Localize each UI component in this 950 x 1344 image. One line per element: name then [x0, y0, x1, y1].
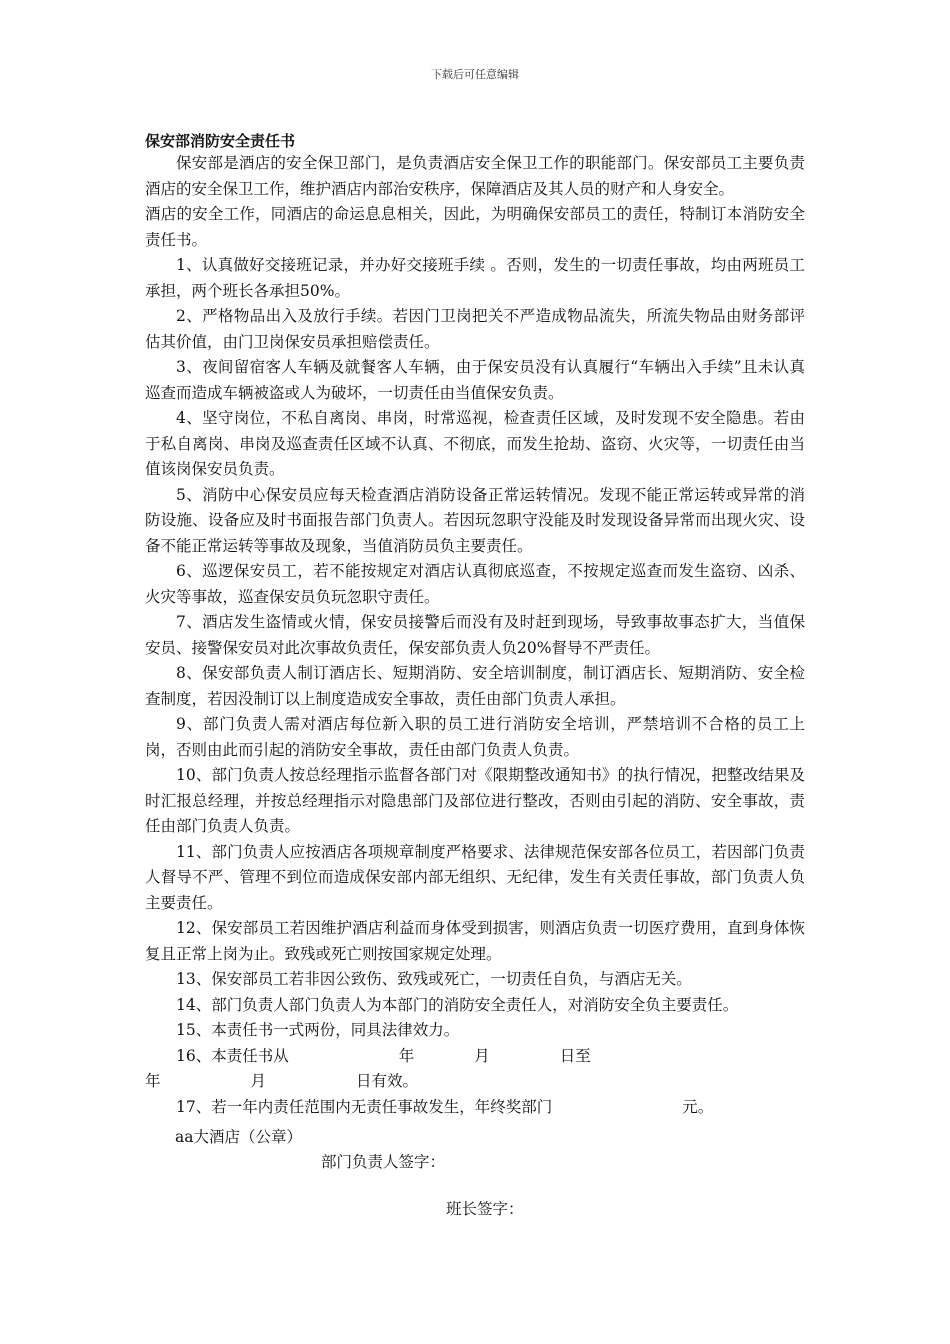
- header-note: 下载后可任意编辑: [431, 68, 519, 81]
- clause-item: 11、部门负责人应按酒店各项规章制度严格要求、法律规范保安部各位员工，若因部门负责人督导不严、管理不到位而造成保安部内部无组织、无纪律，发生有关责任事故，部门负责人负主要责任。: [145, 842, 805, 912]
- document-body: [145, 151, 805, 1120]
- document-title: 保安部消防安全责任书: [145, 132, 296, 150]
- clause-item-17: [145, 1095, 805, 1121]
- clause-item: 2、严格物品出入及放行手续。若因门卫岗把关不严造成物品流失，所流失物品由财务部评估其价值，由门卫岗保安员承担赔偿责任。: [145, 307, 805, 351]
- clause-item: 14、部门负责人部门负责人为本部门的消防安全责任人，对消防安全负主要责任。: [176, 995, 739, 1014]
- clause-16-day-to: 日至: [559, 1046, 591, 1065]
- intro-paragraph: 保安部是酒店的安全保卫部门，是负责酒店安全保卫工作的职能部门。保安部员工主要负责酒店的安全保卫工作，维护酒店内部治安秩序，保障酒店及其人员的财产和人身安全。: [145, 154, 805, 198]
- clause-16-month2: 月: [250, 1072, 267, 1090]
- clause-item: 8、保安部负责人制订酒店长、短期消防、安全培训制度，制订酒店长、短期消防、安全检查制度，若因没制订以上制度造成安全事故，责任由部门负责人承担。: [145, 664, 805, 708]
- dept-head-signature-label: 部门负责人签字：: [321, 1153, 446, 1171]
- clause-item-16-line1: [145, 1044, 805, 1070]
- clause-item: 6、巡逻保安员工，若不能按规定对酒店认真彻底巡查，不按规定巡查而发生盗窃、凶杀、火灾等事故，巡查保安员负玩忽职守责任。: [145, 562, 805, 606]
- clause-16-month: 月: [474, 1046, 490, 1065]
- clause-16-year: 年: [398, 1046, 415, 1065]
- clause-item: 9、部门负责人需对酒店每位新入职的员工进行消防安全培训，严禁培训不合格的员工上岗，否则由此而引起的消防安全事故，责任由部门负责人负责。: [145, 715, 805, 759]
- clause-16-valid: 日有效。: [356, 1072, 419, 1090]
- clause-17-prefix: 17、若一年内责任范围内无责任事故发生，年终奖部门: [176, 1097, 553, 1116]
- clause-16-year2: 年: [145, 1072, 161, 1090]
- clause-item: 4、坚守岗位，不私自离岗、串岗，时常巡视，检查责任区域，及时发现不安全隐患。若由于私自离岗、串岗及巡查责任区域不认真、不彻底，而发生抢劫、盗窃、火灾等，一切责任由当值该岗保安员负责。: [145, 409, 805, 478]
- clause-item: 1、认真做好交接班记录，并办好交接班手续 。否则，发生的一切责任事故，均由两班员工承担，两个班长各承担50%。: [145, 256, 805, 300]
- clause-item: 5、消防中心保安员应每天检查酒店消防设备正常运转情况。发现不能正常运转或异常的消防设施、设备应及时书面报告部门负责人。若因玩忽职守没能及时发现设备异常而出现火灾、设备不能正常运转等事故及现象，当值消防员负主要责任。: [145, 485, 805, 555]
- clause-16-prefix: 16、本责任书从: [176, 1046, 289, 1065]
- clause-item: 3、夜间留宿客人车辆及就餐客人车辆，由于保安员没有认真履行“车辆出入手续”且未认真巡查而造成车辆被盗或人为破坏，一切责任由当值保安负责。: [145, 358, 805, 402]
- clause-item: 13、保安部员工若非因公致伤、致残或死亡，一切责任自负，与酒店无关。: [176, 970, 692, 988]
- clause-item: 10、部门负责人按总经理指示监督各部门对《限期整改通知书》的执行情况，把整改结果及时汇报总经理，并按总经理指示对隐患部门及部位进行整改，否则由引起的消防、安全事故，责任由部门负责人负责。: [145, 766, 805, 835]
- clause-item-16-line2: [145, 1069, 805, 1095]
- team-leader-signature-label: 班长签字：: [446, 1200, 524, 1218]
- clause-17-suffix: 元。: [682, 1097, 714, 1116]
- intro-paragraph: 酒店的安全工作，同酒店的命运息息相关，因此，为明确保安部员工的责任，特制订本消防安全责任书。: [145, 205, 805, 249]
- clause-item: 7、酒店发生盗情或火情，保安员接警后而没有及时赶到现场，导致事故事态扩大，当值保安员、接警保安员对此次事故负责任，保安部负责人负20%督导不严责任。: [145, 613, 805, 657]
- clause-item: 12、保安部员工若因维护酒店利益而身体受到损害，则酒店负责一切医疗费用，直到身体恢复且正常上岗为止。致残或死亡则按国家规定处理。: [145, 919, 805, 963]
- clause-item: 15、本责任书一式两份，同具法律效力。: [176, 1021, 460, 1039]
- company-seal-line: aa大酒店（公章）: [175, 1128, 302, 1146]
